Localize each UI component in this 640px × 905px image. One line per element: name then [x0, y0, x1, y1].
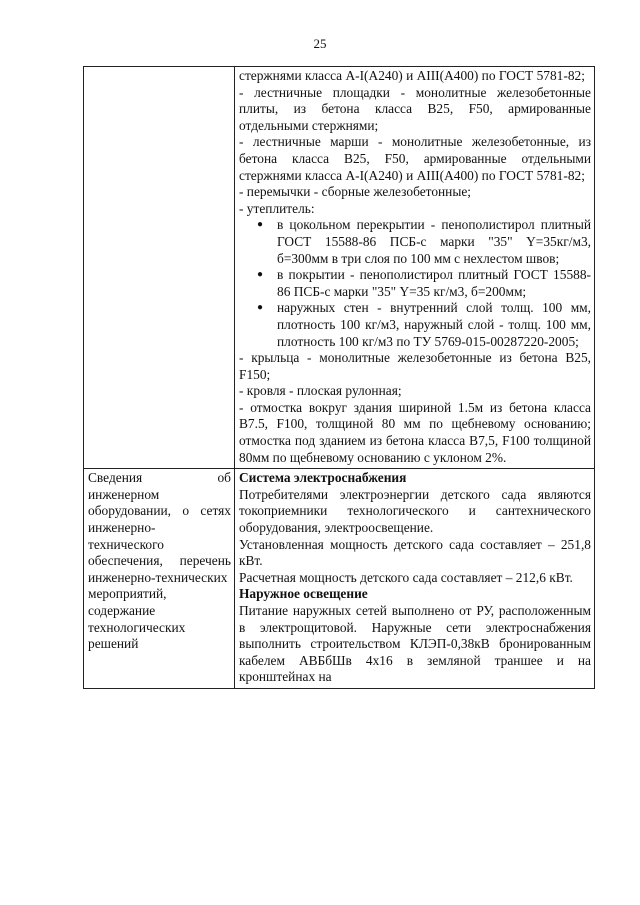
- paragraph: Потребителями электроэнергии детского сада являются токоприемники технологического и сантехнического оборудования, электроосвещение.: [239, 486, 591, 536]
- table-row: [84, 67, 595, 469]
- section-heading: Система электроснабжения: [239, 470, 407, 486]
- paragraph: - крыльца - монолитные железобетонные из бетона В25, F150;: [239, 350, 591, 382]
- table-row: [84, 469, 595, 689]
- row2-content-cell: [235, 469, 595, 689]
- list-item: ● в покрытии - пенополистирол плитный ГОСТ 15588-86 ПСБ-с марки "35" Y=35 кг/м3, б=200мм;: [277, 267, 591, 300]
- paragraph: - лестничные площадки - монолитные железобетонные плиты, из бетона класса В25, F50, армированные отдельными стержнями;: [239, 84, 591, 133]
- paragraph: стержнями класса А-I(А240) и АIII(А400) по ГОСТ 5781-82;: [239, 68, 585, 83]
- paragraph: - лестничные марши - монолитные железобетонные, из бетона класса В25, F50, армированные отдельными стержнями класса А-I(А240) и АIII(А400) по ГОСТ 5781-82;: [239, 134, 591, 183]
- insulation-list: [239, 217, 591, 350]
- row-label: Сведения об инженерном оборудовании, о сетях инженерно-технического обеспечения, перечень инженерно-технических мероприятий, содержание технологических решений: [88, 470, 231, 652]
- page-number: 25: [313, 36, 327, 51]
- row1-content-cell: [235, 67, 595, 469]
- paragraph: - перемычки - сборные железобетонные;: [239, 184, 472, 200]
- section-heading: Наружное освещение: [239, 586, 368, 602]
- paragraph: Питание наружных сетей выполнено от РУ, расположенным в электрощитовой. Наружные сети электроснабжения выполнить строительством КЛЭП-0,38кВ бронированным кабелем АВБбШв 4х16 в земляной траншее и на кронштейнах на: [239, 603, 591, 685]
- row2-label-cell: [84, 469, 235, 689]
- list-item: ● наружных стен - внутренний слой толщ. 100 мм, плотность 100 кг/м3, наружный слой - толщ. 100 мм, плотность 100 кг/м3 по ТУ 5769-015-00287220-2005;: [277, 300, 591, 350]
- paragraph: - утеплитель:: [239, 200, 315, 216]
- paragraph: - отмостка вокруг здания шириной 1.5м из бетона класса В7.5, F100, толщиной 80 мм по щебневому основанию; отмостка под зданием из бетона класса В7,5, F100 толщиной 80мм по щебневому основанию с уклоном 2%.: [239, 399, 591, 465]
- paragraph: - кровля - плоская рулонная;: [239, 383, 402, 399]
- paragraph: Расчетная мощность детского сада составляет – 212,6 кВт.: [239, 569, 573, 585]
- row1-label-cell: [84, 67, 235, 469]
- paragraph: Установленная мощность детского сада составляет – 251,8 кВт.: [239, 536, 591, 569]
- specification-table: [83, 66, 595, 689]
- list-item: ● в цокольном перекрытии - пенополистирол плитный ГОСТ 15588-86 ПСБ-с марки "35" Y=35кг/м3, б=300мм в три слоя по 100 мм с нехлестом швов;: [277, 217, 591, 267]
